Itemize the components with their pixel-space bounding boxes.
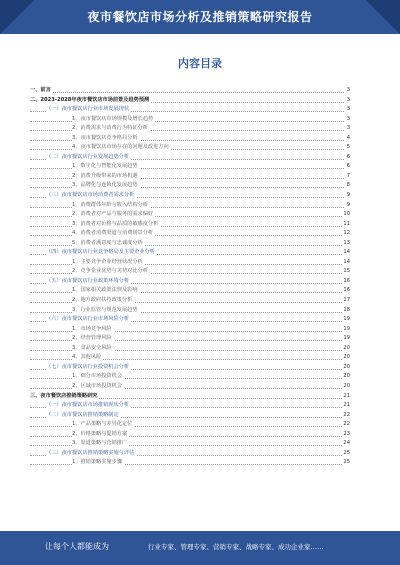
toc-entry-page: 3	[346, 106, 350, 113]
toc-entry-page: 17	[343, 297, 350, 304]
toc-entry-page: 16	[343, 277, 350, 284]
toc-entry-page: 6	[346, 153, 350, 160]
toc-entry-label: （三）夜市餐饮店推销策略实施与评估	[46, 449, 135, 456]
toc-entry-label: 4、夜市餐饮店市场存在的问题及改进方向	[72, 144, 169, 151]
toc-entry-page: 9	[346, 192, 350, 199]
toc-entry-label: 5、消费者满意度与忠诚度分析	[72, 239, 143, 246]
toc-entry-label: 2、消费者对产品与服务的需求偏好	[72, 211, 154, 218]
toc-entry[interactable]	[30, 258, 350, 268]
toc-entry[interactable]	[30, 267, 350, 277]
toc-entry-label: （一）夜市餐饮店行业市场发展现状	[46, 106, 130, 113]
toc-entry-label: 二、2023-2028年夜市餐饮店市场前景及趋势预测	[30, 96, 150, 103]
toc-entry-label: （六）夜市餐饮店行业市场风险分析	[46, 316, 130, 323]
toc-entry[interactable]	[30, 115, 350, 125]
toc-entry[interactable]	[30, 220, 350, 230]
toc-entry-label: 2、竞争企业优势与劣势对比分析	[72, 268, 148, 275]
toc-entry-page: 23	[343, 430, 350, 437]
toc-leader-dots	[30, 86, 344, 93]
table-of-contents	[30, 86, 350, 468]
toc-entry[interactable]	[30, 344, 350, 354]
toc-entry[interactable]	[30, 334, 350, 344]
toc-entry-label: 1、消费群体年龄与收入结构分析	[72, 201, 148, 208]
toc-entry-page: 3	[346, 125, 350, 132]
toc-entry-label: 3、食品安全风险	[72, 344, 112, 351]
toc-entry-label: 1、市场竞争风险	[72, 325, 112, 332]
toc-entry-label: （七）夜市餐饮店行业投资机会分析	[46, 363, 130, 370]
toc-entry-label: 1、细分市场投资机会	[72, 373, 122, 380]
toc-entry-page: 21	[343, 402, 350, 409]
toc-entry-label: 三、夜市餐饮店推销策略研究	[30, 392, 98, 399]
toc-entry[interactable]	[30, 430, 350, 440]
toc-entry[interactable]	[30, 134, 350, 144]
toc-entry-label: 1、夜市餐饮店市场规模及增长趋势	[72, 115, 154, 122]
toc-entry-label: 3、行业监管与规范发展趋势	[72, 306, 138, 313]
toc-entry-label: 一、前言	[30, 87, 51, 93]
toc-entry-page: 25	[343, 459, 350, 466]
toc-entry-label: 2、价格策略与促销方案	[72, 430, 128, 437]
toc-entry[interactable]	[30, 143, 350, 153]
toc-entry-label: 1、主要竞争企业经营状况分析	[72, 258, 143, 265]
toc-entry-label: （三）夜市餐饮店市场消费者需求分析	[46, 192, 135, 199]
toc-entry-label: 2、消费升级带来的市场机遇	[72, 172, 138, 179]
header-bar	[0, 0, 400, 34]
toc-entry-page: 20	[343, 354, 350, 361]
toc-entry-label: 4、其他风险	[72, 354, 102, 361]
toc-entry[interactable]	[30, 86, 350, 96]
toc-entry-label: 3、渠道策略与营销推广	[72, 440, 128, 447]
toc-entry[interactable]	[30, 449, 350, 459]
toc-entry-page: 3	[346, 115, 350, 122]
toc-entry-label: 2、经营管理风险	[72, 335, 112, 342]
toc-entry[interactable]	[30, 315, 350, 325]
toc-entry-label: 1、产品策略与差异化定位	[72, 421, 133, 428]
toc-entry-label: （二）夜市餐饮店行业发展趋势分析	[46, 153, 130, 160]
toc-entry[interactable]	[30, 372, 350, 382]
toc-entry-page: 24	[343, 440, 350, 447]
toc-entry-label: （二）夜市餐饮店推销策略制定	[46, 411, 119, 418]
toc-entry[interactable]	[30, 201, 350, 211]
toc-entry-page: 13	[343, 239, 350, 246]
toc-entry[interactable]	[30, 420, 350, 430]
toc-entry[interactable]	[30, 306, 350, 316]
toc-entry-label: 2、区域市场投资机会	[72, 382, 122, 389]
toc-entry-page: 5	[346, 144, 350, 151]
toc-entry[interactable]	[30, 411, 350, 421]
toc-entry[interactable]	[30, 363, 350, 373]
toc-entry-page: 14	[343, 258, 350, 265]
toc-entry-label: 3、品牌化与连锁化发展趋势	[72, 182, 138, 189]
toc-heading: 内容目录	[178, 57, 222, 70]
toc-entry[interactable]	[30, 248, 350, 258]
toc-entry-page: 11	[343, 220, 350, 227]
footer-bar	[0, 531, 400, 565]
toc-entry-page: 8	[346, 182, 350, 189]
toc-entry-page: 20	[343, 382, 350, 389]
toc-entry[interactable]	[30, 439, 350, 449]
toc-entry[interactable]	[30, 401, 350, 411]
toc-entry[interactable]	[30, 124, 350, 134]
toc-entry-page: 22	[343, 411, 350, 418]
toc-entry-label: 1、推销策略实施步骤	[72, 459, 122, 466]
footer-tagline: 行业专家、管理专家、营销专家、战略专家、成功企业家……	[148, 543, 324, 551]
toc-entry[interactable]	[30, 162, 350, 172]
toc-entry-page: 10	[343, 211, 350, 218]
toc-entry-page: 14	[343, 249, 350, 256]
toc-entry[interactable]	[30, 353, 350, 363]
toc-entry[interactable]	[30, 296, 350, 306]
toc-entry-page: 7	[346, 172, 350, 179]
toc-entry-page: 18	[343, 306, 350, 313]
toc-entry-label: （五）夜市餐饮店行业政策环境分析	[46, 277, 130, 284]
toc-entry[interactable]	[30, 382, 350, 392]
toc-entry[interactable]	[30, 239, 350, 249]
toc-entry[interactable]	[30, 153, 350, 163]
toc-entry[interactable]	[30, 229, 350, 239]
toc-entry[interactable]	[30, 191, 350, 201]
toc-entry-page: 20	[343, 344, 350, 351]
toc-entry[interactable]	[30, 105, 350, 115]
toc-entry-page: 4	[346, 134, 350, 141]
toc-entry-label: 4、消费者消费渠道与消费场景分析	[72, 230, 154, 237]
toc-entry-page: 20	[343, 363, 350, 370]
toc-entry-label: 2、消费需求与消费行为特征分析	[72, 125, 148, 132]
toc-entry-label: 1、数字化与智能化发展趋势	[72, 163, 138, 170]
toc-entry-page: 19	[343, 325, 350, 332]
toc-entry[interactable]	[30, 96, 350, 106]
toc-entry[interactable]	[30, 210, 350, 220]
toc-entry[interactable]	[30, 172, 350, 182]
toc-entry[interactable]	[30, 325, 350, 335]
toc-entry-page: 19	[343, 335, 350, 342]
toc-entry-label: 3、夜市餐饮店竞争格局分析	[72, 134, 138, 141]
toc-entry-page: 12	[343, 230, 350, 237]
toc-entry-page: 21	[343, 392, 350, 399]
toc-entry[interactable]	[30, 181, 350, 191]
toc-entry-label: 2、地方政府扶持政策分析	[72, 297, 133, 304]
toc-entry[interactable]	[30, 286, 350, 296]
toc-entry[interactable]	[30, 392, 350, 402]
toc-entry-label: （一）夜市餐饮店市场推销现状分析	[46, 402, 130, 409]
toc-entry-page: 6	[346, 163, 350, 170]
toc-entry-page: 3	[346, 87, 350, 93]
toc-entry-page: 16	[343, 287, 350, 294]
toc-entry-page: 9	[346, 201, 350, 208]
toc-entry-page: 19	[343, 316, 350, 323]
footer-slogan: 让每个人都能成为	[45, 542, 109, 551]
toc-entry-page: 25	[343, 449, 350, 456]
toc-entry-label: （四）夜市餐饮店行业竞争格局及主要企业分析	[46, 249, 155, 256]
document-title: 夜市餐饮店市场分析及推销策略研究报告	[87, 10, 313, 24]
toc-entry-label: 1、国家相关政策法规及影响	[72, 287, 138, 294]
toc-entry[interactable]	[30, 458, 350, 468]
toc-entry-page: 22	[343, 421, 350, 428]
toc-entry-page: 3	[346, 96, 350, 103]
toc-entry-page: 15	[343, 268, 350, 275]
toc-entry[interactable]	[30, 277, 350, 287]
toc-entry-label: 3、消费者对价格与品质的敏感度分析	[72, 220, 159, 227]
toc-entry-page: 20	[343, 373, 350, 380]
